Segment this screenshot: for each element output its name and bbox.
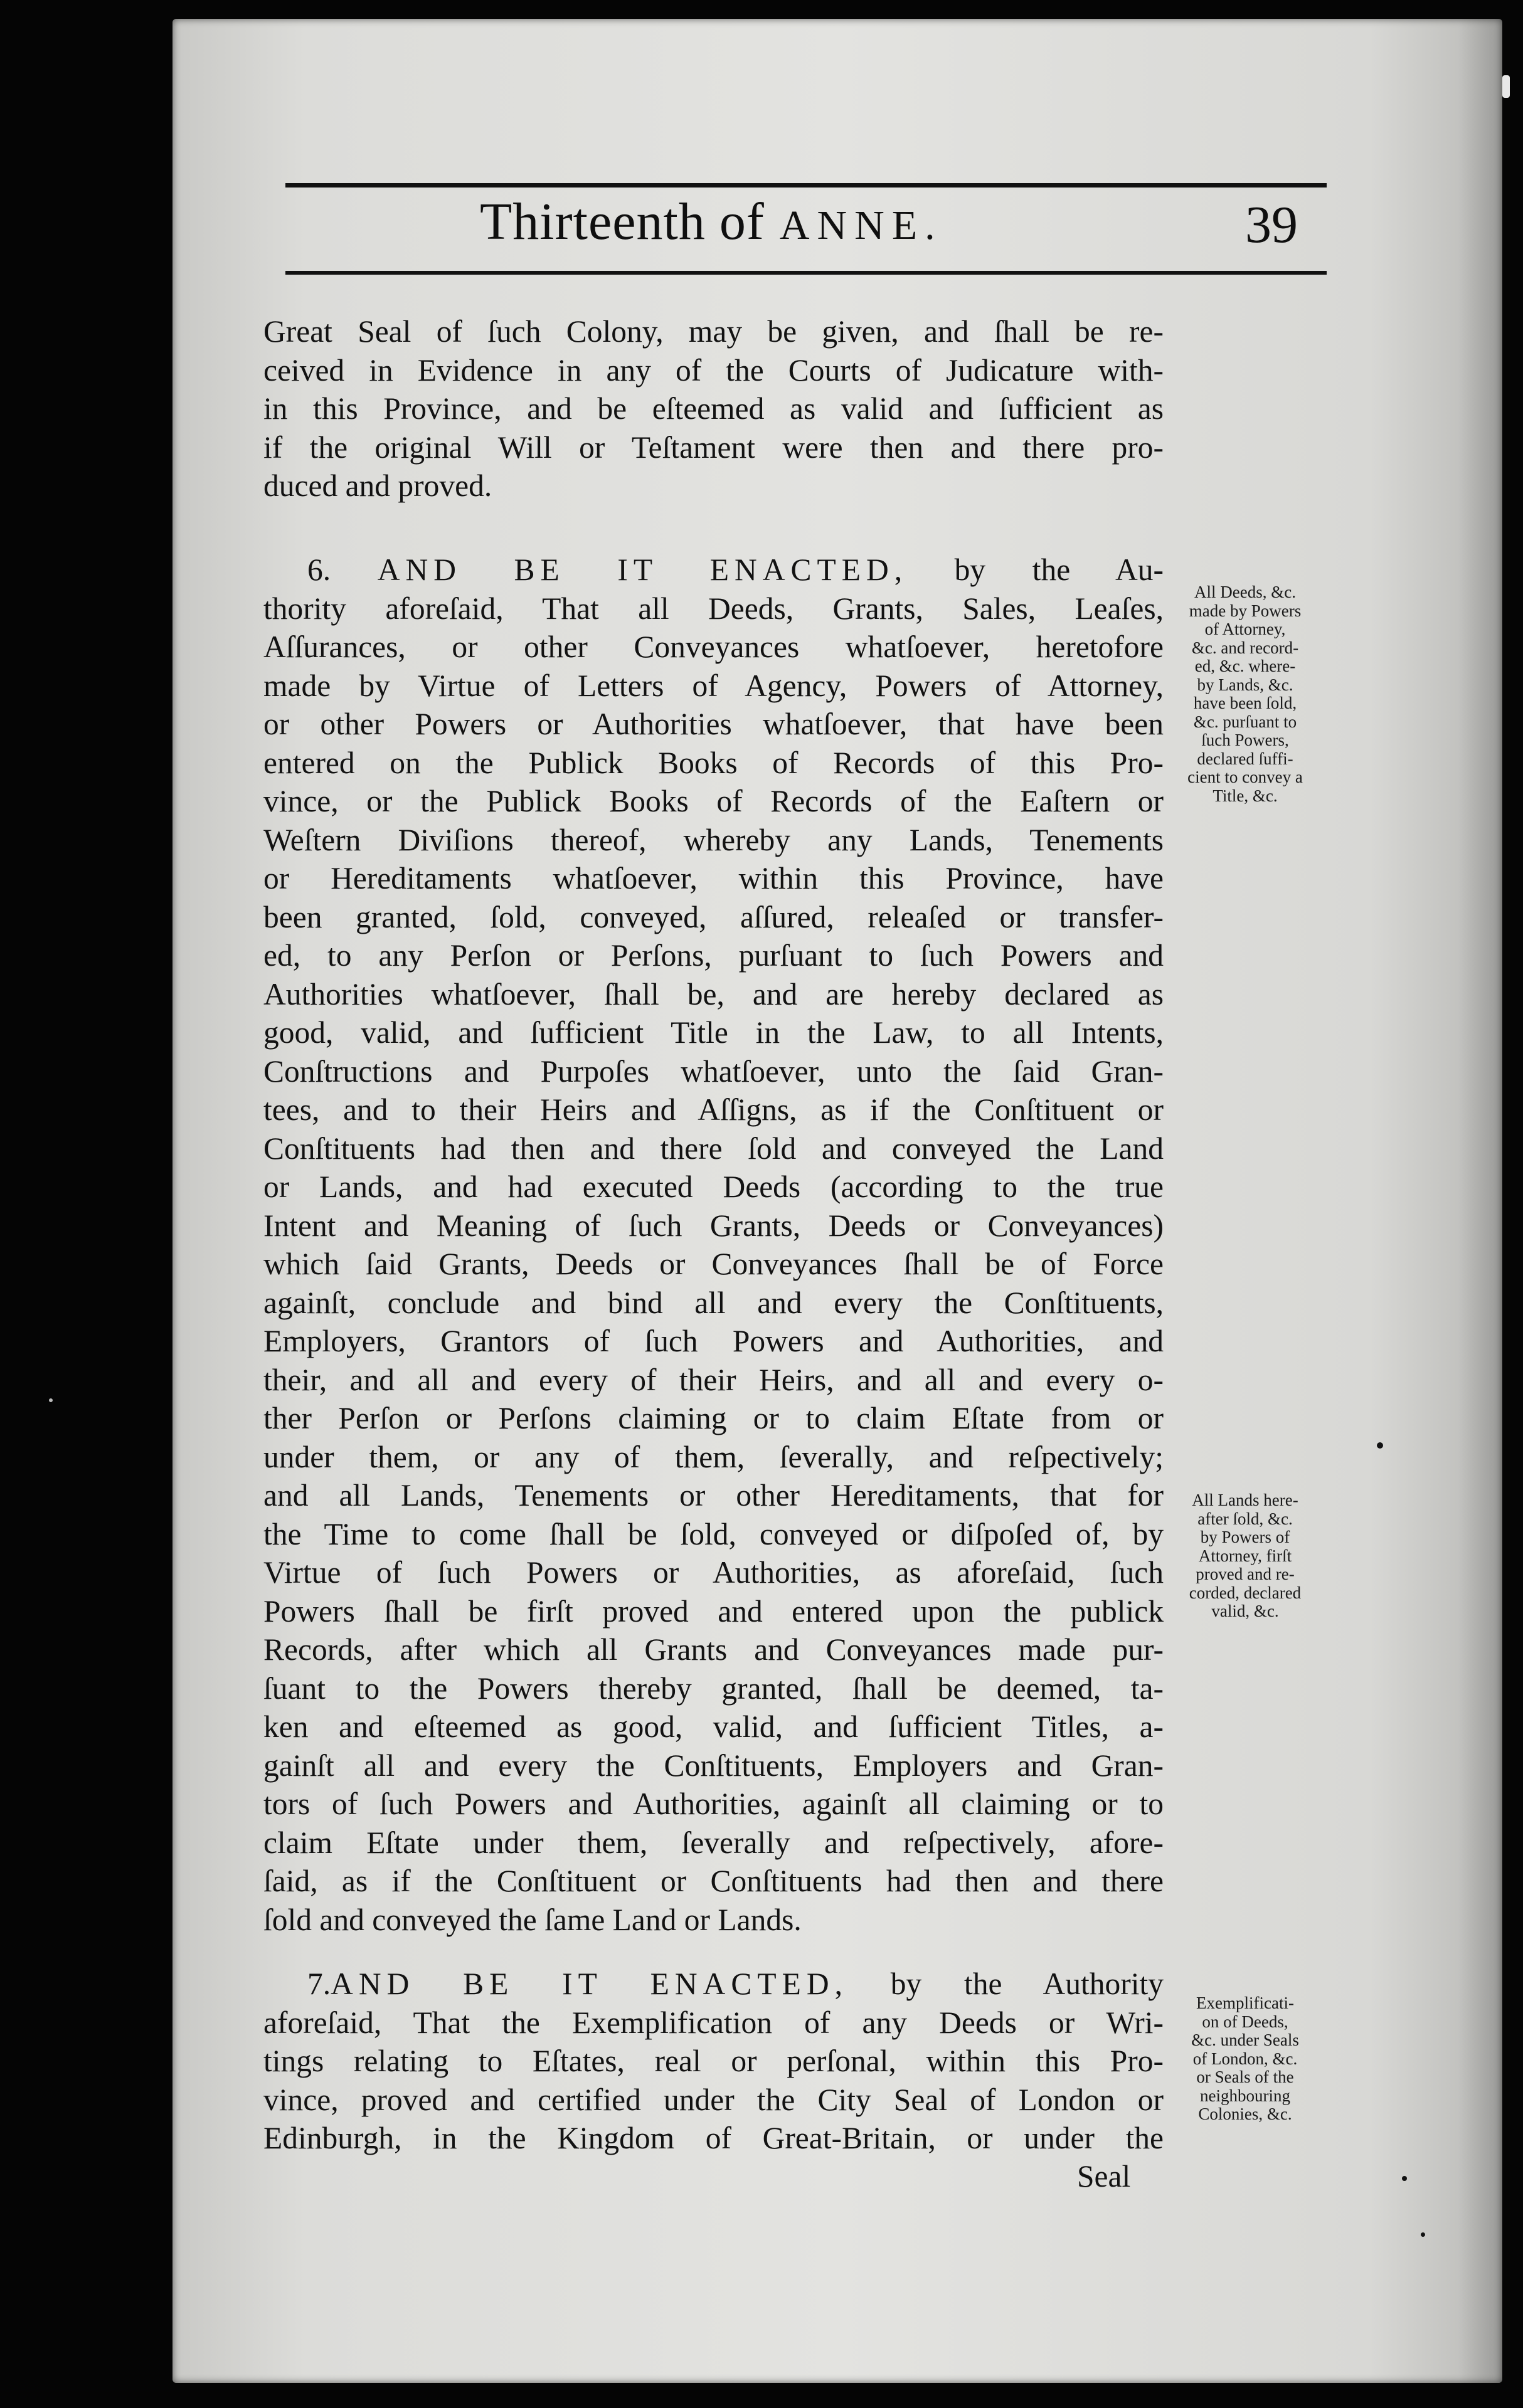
margin-note-line: ſuch Powers, — [1201, 731, 1289, 749]
text-line: tors of ſuch Powers and Authorities, againſt all claiming or to — [263, 1787, 1164, 1821]
margin-note-line: Title, &c. — [1213, 786, 1278, 805]
text-line: Conſtructions and Purpoſes whatſoever, unto the ſaid Gran- — [263, 1054, 1164, 1089]
text-line: Weſtern Diviſions thereof, whereby any Lands, Tenements — [263, 822, 1164, 857]
text-line: Great Seal of ſuch Colony, may be given, and ſhall be re- — [263, 314, 1164, 349]
margin-note-line: by Powers of — [1200, 1528, 1290, 1546]
text-line: tees, and to their Heirs and Aſſigns, as if the Conſtituent or — [263, 1092, 1164, 1127]
text-line: good, valid, and ſufficient Title in the Law, to all Intents, — [263, 1015, 1164, 1050]
margin-note-line: by Lands, &c. — [1197, 675, 1293, 694]
text-line: Powers ſhall be firſt proved and entered upon the publick — [263, 1593, 1164, 1629]
text-line: ſold and conveyed the ſame Land or Lands. — [263, 1902, 802, 1937]
text-line: Authorities whatſoever, ſhall be, and are hereby declared as — [263, 976, 1164, 1011]
margin-note-line: cient to convey a — [1187, 768, 1303, 786]
text-line: by the Authority — [890, 1967, 1164, 2001]
margin-note-line: Exemplificati- — [1196, 1993, 1294, 2012]
scan-speck — [1377, 1442, 1383, 1449]
section-6-enact: AND BE IT ENACTED, — [377, 552, 908, 587]
margin-note-line: of Attorney, — [1204, 620, 1286, 638]
text-line: the Time to come ſhall be ſold, conveyed or diſpoſed of, by — [263, 1516, 1164, 1551]
text-line: againſt, conclude and bind all and every the Conſtituents, — [263, 1285, 1164, 1320]
margin-note-line: have been ſold, — [1193, 694, 1297, 712]
text-line: Conſtituents had then and there ſold and conveyed the Land — [263, 1131, 1164, 1166]
text-line: Records, after which all Grants and Conveyances made pur- — [263, 1632, 1164, 1667]
margin-note-line: neighbouring — [1200, 2086, 1290, 2105]
scan-speck — [1402, 2176, 1407, 2181]
margin-note-line: declared ſuffi- — [1197, 749, 1293, 768]
margin-note-line: valid, &c. — [1211, 1602, 1279, 1620]
text-line: Virtue of ſuch Powers or Authorities, as aforeſaid, ſuch — [263, 1555, 1164, 1590]
text-line: in this Province, and be eſteemed as valid and ſufficient as — [263, 391, 1164, 426]
margin-note-exemplification — [1170, 1994, 1320, 2124]
text-line: under them, or any of them, ſeverally, and reſpectively; — [263, 1439, 1164, 1474]
intro-paragraph — [263, 312, 1164, 505]
running-head-anne: ANNE. — [779, 203, 943, 248]
text-line: which ſaid Grants, Deeds or Conveyances ſhall be of Force — [263, 1247, 1164, 1281]
section-7-paragraph — [263, 1965, 1164, 2158]
text-line: been granted, ſold, conveyed, aſſured, releaſed or transfer- — [263, 899, 1164, 934]
text-line: or Hereditaments whatſoever, within this Province, have — [263, 861, 1164, 895]
margin-note-line: of London, &c. — [1192, 2049, 1298, 2068]
text-line: their, and all and every of their Heirs, and all and every o- — [263, 1362, 1164, 1397]
text-line: Aſſurances, or other Conveyances whatſoever, heretofore — [263, 630, 1164, 664]
text-line: ed, to any Perſon or Perſons, purſuant to ſuch Powers and — [263, 938, 1164, 973]
text-line: vince, or the Publick Books of Records of the Eaſtern or — [263, 784, 1164, 818]
margin-note-deeds — [1170, 583, 1320, 805]
scan-speck — [1502, 75, 1510, 98]
margin-note-line: after ſold, &c. — [1197, 1509, 1293, 1528]
text-line: thority aforeſaid, That all Deeds, Grants, Sales, Leaſes, — [263, 591, 1164, 626]
text-line: made by Virtue of Letters of Agency, Powers of Attorney, — [263, 668, 1164, 703]
text-line: Edinburgh, in the Kingdom of Great-Britain, or under the — [263, 2121, 1164, 2155]
margin-note-line: made by Powers — [1189, 601, 1302, 620]
text-line: aforeſaid, That the Exemplification of any Deeds or Wri- — [263, 2005, 1164, 2040]
text-line: duced and proved. — [263, 468, 492, 503]
text-line: and all Lands, Tenements or other Hereditaments, that for — [263, 1478, 1164, 1513]
text-line: claim Eſtate under them, ſeverally and reſpectively, afore- — [263, 1825, 1164, 1860]
margin-note-lands — [1170, 1491, 1320, 1621]
margin-note-line: ed, &c. where- — [1194, 657, 1296, 675]
text-line: entered on the Publick Books of Records of this Pro- — [263, 745, 1164, 780]
catchword: Seal — [1077, 2159, 1131, 2194]
margin-note-line: &c. purſuant to — [1193, 712, 1297, 731]
margin-note-line: &c. under Seals — [1191, 2030, 1299, 2049]
text-line: tings relating to Eſtates, real or perſonal, within this Pro- — [263, 2044, 1164, 2078]
header-rule-bottom — [285, 271, 1327, 275]
text-line: Intent and Meaning of ſuch Grants, Deeds or Conveyances) — [263, 1208, 1164, 1243]
header-rule-top — [285, 183, 1327, 187]
section-6-first-line — [263, 551, 1164, 589]
text-line: ceived in Evidence in any of the Courts of Judicature with- — [263, 352, 1164, 388]
text-line: or other Powers or Authorities whatſoever, that have been — [263, 707, 1164, 741]
text-line: or Lands, and had executed Deeds (according to the true — [263, 1170, 1164, 1204]
running-head — [480, 191, 943, 252]
text-line: ſuant to the Powers thereby granted, ſhall be deemed, ta- — [263, 1671, 1164, 1706]
running-head-title: Thirteenth of — [480, 193, 765, 251]
text-line: ken and eſteemed as good, valid, and ſufficient Titles, a- — [263, 1709, 1164, 1744]
section-7-enact: AND BE IT ENACTED, — [331, 1967, 849, 2001]
margin-note-line: Attorney, firſt — [1198, 1546, 1292, 1565]
text-line: ſaid, as if the Conſtituent or Conſtituents had then and there — [263, 1864, 1164, 1898]
scan-speck — [1421, 2232, 1425, 2237]
text-line: ther Perſon or Perſons claiming or to claim Eſtate from or — [263, 1401, 1164, 1435]
text-line: Employers, Grantors of ſuch Powers and Authorities, and — [263, 1324, 1164, 1358]
margin-note-line: All Deeds, &c. — [1194, 583, 1296, 601]
margin-note-line: on of Deeds, — [1202, 2012, 1288, 2031]
section-6-number: 6. — [307, 552, 331, 587]
margin-note-line: corded, declared — [1189, 1583, 1302, 1602]
text-line: by the Au- — [954, 552, 1164, 587]
margin-note-line: &c. and record- — [1191, 638, 1299, 657]
section-6-paragraph — [263, 551, 1164, 1939]
margin-note-line: All Lands here- — [1192, 1491, 1298, 1509]
margin-note-line: Colonies, &c. — [1198, 2104, 1292, 2123]
text-line: vince, proved and certified under the City Seal of London or — [263, 2082, 1164, 2117]
section-7-number: 7. — [307, 1967, 331, 2001]
document-page — [172, 19, 1502, 2383]
text-line: gainſt all and every the Conſtituents, Employers and Gran- — [263, 1748, 1164, 1783]
margin-note-line: proved and re- — [1196, 1565, 1295, 1583]
scan-speck — [49, 1398, 53, 1402]
text-line: if the original Will or Teſtament were then and there pro- — [263, 430, 1164, 465]
section-7-first-line — [263, 1965, 1164, 2004]
page-number: 39 — [1245, 196, 1298, 254]
margin-note-line: or Seals of the — [1196, 2067, 1294, 2086]
